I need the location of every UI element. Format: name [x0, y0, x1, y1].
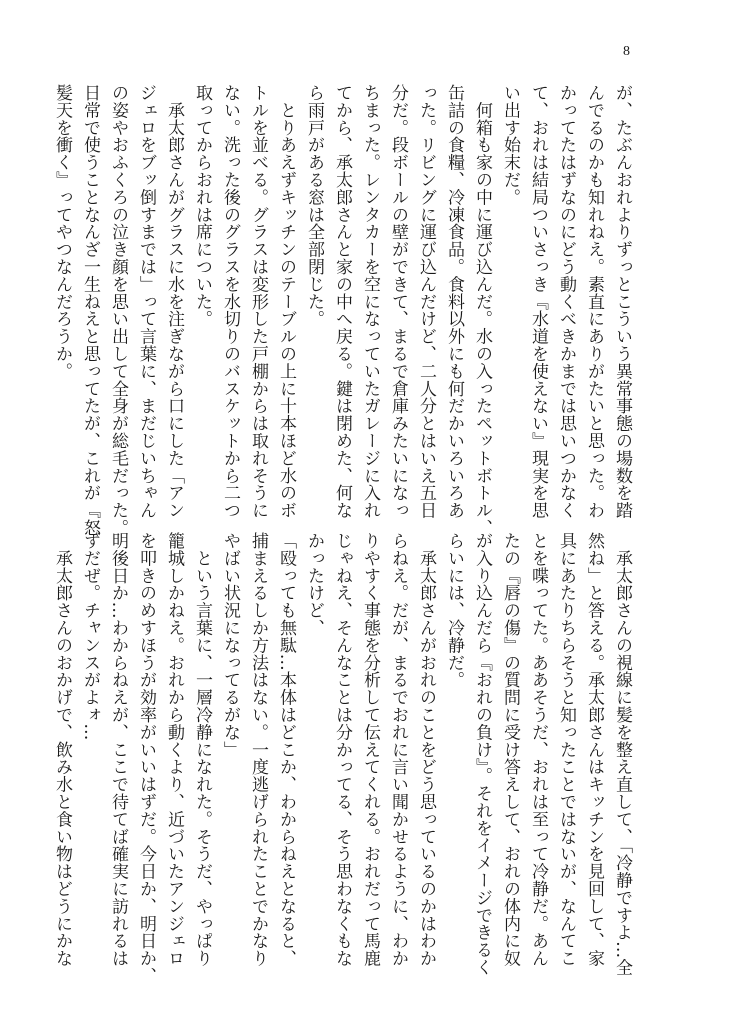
text-line: りやすく事態を分析して伝えてくれる。おれだって馬鹿	[360, 532, 380, 967]
text-line: て、おれは結局ついさっき『水道を使えない』現実を思	[528, 84, 548, 519]
text-line: てから、承太郎さんと家の中へ戻る。鍵は閉めた、何な	[332, 84, 352, 519]
text-line: ずだぜ。チャンスがよォ…	[80, 532, 100, 741]
page-number: 8	[623, 44, 630, 59]
text-line: 分だ。段ボールの壁ができて、まるで倉庫みたいになっ	[388, 84, 408, 519]
text-line: 承太郎さんのおかげで、飲み水と食い物はどうにかな	[52, 532, 72, 967]
text-line: が、たぶんおれよりずっとこういう異常事態の場数を踏	[612, 84, 632, 519]
text-line: じゃねえ、そんなことは分かってる、そう思わなくもな	[332, 532, 352, 967]
text-line: 具にあたりちらそうと知ったことではないが、なんてこ	[556, 532, 576, 967]
text-line: ジェロをブッ倒すまでは」って言葉に、まだじいちゃん	[136, 84, 156, 519]
text-line: が入り込んだら『おれの負け』。それをイメージできるく	[472, 532, 492, 976]
text-line: 然ね」と答える。承太郎さんはキッチンを見回して、家	[584, 532, 604, 967]
text-line: 取ってからおれは席についた。	[192, 84, 212, 328]
text-line: の姿やおふくろの泣き顔を思い出して全身が総毛だった。	[108, 84, 128, 537]
text-line: 承太郎さんがグラスに水を注ぎながら口にした「アン	[164, 84, 184, 519]
text-line: やばい状況になってるがな」	[220, 532, 240, 759]
text-line: 「殴っても無駄…本体はどこか、わからねえとなると、	[276, 532, 296, 967]
text-line: 籠城しかねえ。おれから動くより、近づいたアンジェロ	[164, 532, 184, 967]
text-line: ない。洗った後のグラスを水切りのバスケットから二つ	[220, 84, 240, 519]
text-line: たの『唇の傷』の質問に受け答えして、おれの体内に奴	[500, 532, 520, 967]
text-line: とを喋ってた。ああそうだ、おれは至って冷静だ。あん	[528, 532, 548, 967]
text-line: を叩きのめすほうが効率がいいはずだ。今日か、明日か、	[136, 532, 156, 985]
text-line: かってたはずなのにどう動くべきかまでは思いつかなく	[556, 84, 576, 519]
text-line: い出す始末だ。	[500, 84, 520, 206]
text-line: ちまった。レンタカーを空になっていたガレージに入れ	[360, 84, 380, 519]
text-line: という言葉に、一層冷静になれた。そうだ、やっぱり	[192, 532, 212, 967]
text-line: 日常で使うことなんざ一生ねえと思ってたが、これが『怒	[80, 84, 100, 537]
text-line: 缶詰の食糧、冷凍食品。食料以外にも何だかいろいろあ	[444, 84, 464, 519]
lower-text-block	[52, 532, 636, 985]
text-line: 何箱も家の中に運び込んだ。水の入ったペットボトル、	[472, 84, 492, 537]
text-line: 髪天を衝く』ってやつなんだろうか。	[52, 84, 72, 380]
text-line: 承太郎さんがおれのことをどう思っているのかはわか	[416, 532, 436, 967]
upper-text-block	[52, 84, 636, 537]
text-line: 明後日か…わからねえが、ここで待てば確実に訪れるは	[108, 532, 128, 967]
text-line: った。リビングに運び込んだけど、二人分とはいえ五日	[416, 84, 436, 519]
text-line: ら雨戸がある窓は全部閉じた。	[304, 84, 324, 328]
text-line: らいには、冷静だ。	[444, 532, 464, 689]
text-line: 捕まえるしか方法はない。一度逃げられたことでかなり	[248, 532, 268, 967]
text-line: トルを並べる。グラスは変形した戸棚からは取れそうに	[248, 84, 268, 519]
text-line: とりあえずキッチンのテーブルの上に十本ほど水のボ	[276, 84, 296, 519]
text-line: らねえ。だが、まるでおれに言い聞かせるように、わか	[388, 532, 408, 967]
text-line: んでるのかも知れねえ。素直にありがたいと思った。わ	[584, 84, 604, 519]
text-line: 承太郎さんの視線に髪を整え直して、「冷静ですよ…全	[612, 532, 632, 976]
text-line: かったけど、	[304, 532, 324, 637]
